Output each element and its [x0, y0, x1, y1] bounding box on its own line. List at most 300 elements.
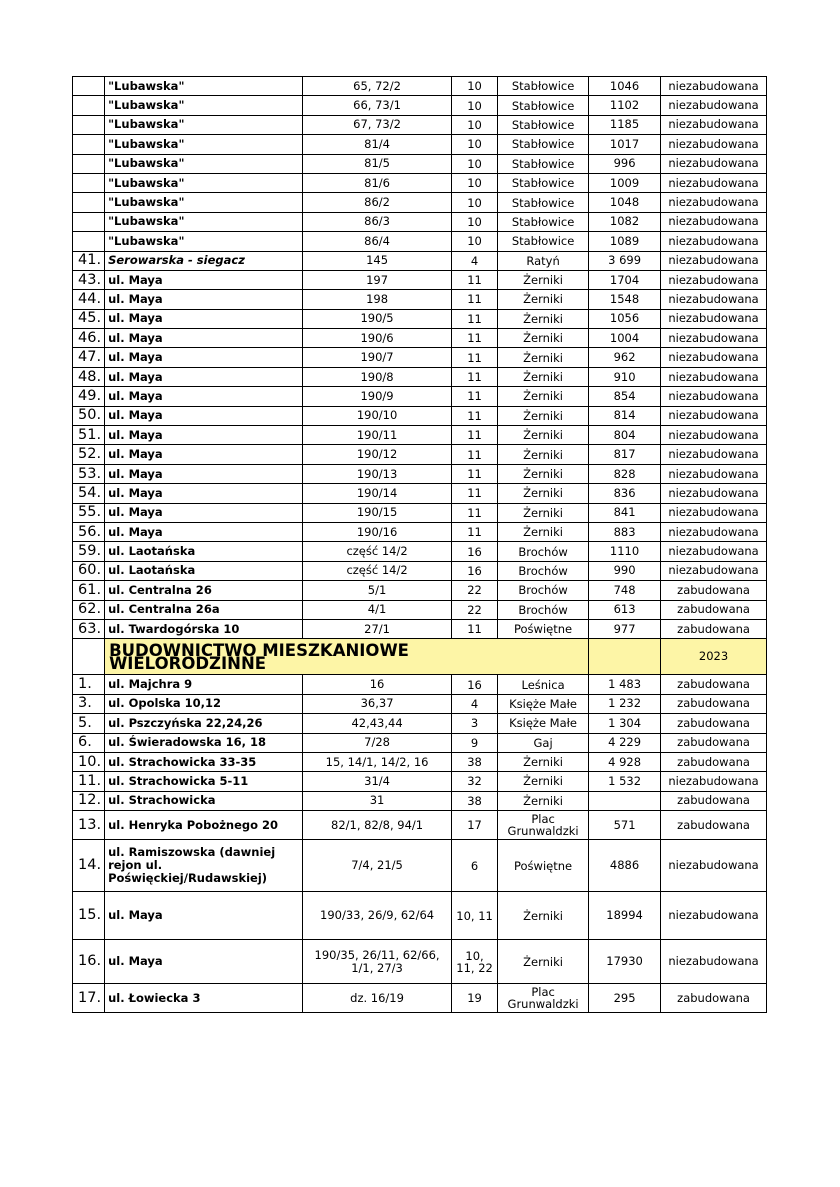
district-number: 10 — [452, 173, 498, 192]
section-b-body — [73, 675, 767, 1013]
area-name: Żerniki — [498, 892, 589, 940]
area-name: Księże Małe — [498, 714, 589, 733]
row-number: 45. — [73, 309, 105, 328]
build-status: niezabudowana — [661, 503, 767, 522]
table-row — [73, 733, 767, 752]
district-number: 9 — [452, 733, 498, 752]
plot-size: 613 — [589, 600, 661, 619]
plot-number: 15, 14/1, 14/2, 16 — [303, 752, 452, 771]
area-name: Żerniki — [498, 426, 589, 445]
street-name: "Lubawska" — [105, 173, 303, 192]
build-status: niezabudowana — [661, 772, 767, 791]
plot-size: 1704 — [589, 270, 661, 289]
plot-size: 996 — [589, 154, 661, 173]
plot-size: 1048 — [589, 193, 661, 212]
build-status: niezabudowana — [661, 173, 767, 192]
build-status: zabudowana — [661, 752, 767, 771]
build-status: niezabudowana — [661, 406, 767, 425]
area-name: Stabłowice — [498, 77, 589, 96]
build-status: niezabudowana — [661, 115, 767, 134]
plot-size: 1009 — [589, 173, 661, 192]
district-number: 22 — [452, 581, 498, 600]
district-number: 11 — [452, 522, 498, 541]
table-row — [73, 752, 767, 771]
street-name: "Lubawska" — [105, 212, 303, 231]
build-status: niezabudowana — [661, 940, 767, 984]
district-number: 6 — [452, 840, 498, 892]
row-number: 56. — [73, 522, 105, 541]
build-status: niezabudowana — [661, 840, 767, 892]
area-name: Poświętne — [498, 619, 589, 638]
table-row — [73, 290, 767, 309]
plot-number: 42,43,44 — [303, 714, 452, 733]
plot-size: 1056 — [589, 309, 661, 328]
plot-size: 4 928 — [589, 752, 661, 771]
street-name: ul. Maya — [105, 270, 303, 289]
build-status: zabudowana — [661, 694, 767, 713]
area-name: Brochów — [498, 600, 589, 619]
build-status: niezabudowana — [661, 309, 767, 328]
district-number: 10 — [452, 193, 498, 212]
area-name: Żerniki — [498, 772, 589, 791]
plot-size: 883 — [589, 522, 661, 541]
section-header — [73, 639, 767, 675]
district-number: 4 — [452, 251, 498, 270]
area-name: Żerniki — [498, 940, 589, 984]
street-name: ul. Henryka Pobożnego 20 — [105, 811, 303, 840]
row-number: 59. — [73, 542, 105, 561]
build-status: niezabudowana — [661, 290, 767, 309]
row-number: 49. — [73, 387, 105, 406]
street-name: ul. Maya — [105, 329, 303, 348]
plot-number: 190/6 — [303, 329, 452, 348]
table-row — [73, 694, 767, 713]
table-row — [73, 840, 767, 892]
table-row — [73, 193, 767, 212]
street-name: ul. Maya — [105, 464, 303, 483]
row-number — [73, 193, 105, 212]
plot-number: 190/7 — [303, 348, 452, 367]
street-name: "Lubawska" — [105, 96, 303, 115]
district-number: 10 — [452, 212, 498, 231]
district-number: 17 — [452, 811, 498, 840]
plot-number: 81/4 — [303, 135, 452, 154]
area-name: Żerniki — [498, 367, 589, 386]
table-row — [73, 772, 767, 791]
street-name: "Lubawska" — [105, 154, 303, 173]
area-name: Leśnica — [498, 675, 589, 694]
plot-size: 1 532 — [589, 772, 661, 791]
district-number: 11 — [452, 387, 498, 406]
row-number — [73, 232, 105, 251]
area-name: Ratyń — [498, 251, 589, 270]
row-number: 12. — [73, 791, 105, 810]
district-number: 38 — [452, 752, 498, 771]
street-name: ul. Pszczyńska 22,24,26 — [105, 714, 303, 733]
district-number: 10 — [452, 115, 498, 134]
area-name: Brochów — [498, 561, 589, 580]
district-number: 11 — [452, 464, 498, 483]
district-number: 16 — [452, 561, 498, 580]
plot-size: 295 — [589, 984, 661, 1013]
plot-number: 190/11 — [303, 426, 452, 445]
build-status: niezabudowana — [661, 892, 767, 940]
section-header-filler — [498, 639, 589, 675]
area-name: Stabłowice — [498, 115, 589, 134]
district-number: 11 — [452, 619, 498, 638]
district-number: 38 — [452, 791, 498, 810]
street-name: ul. Strachowicka — [105, 791, 303, 810]
row-number: 11. — [73, 772, 105, 791]
plot-number: 190/13 — [303, 464, 452, 483]
build-status: niezabudowana — [661, 484, 767, 503]
district-number: 11 — [452, 406, 498, 425]
area-name: Żerniki — [498, 348, 589, 367]
table-row — [73, 309, 767, 328]
area-name: Stabłowice — [498, 96, 589, 115]
plot-size: 1004 — [589, 329, 661, 348]
row-number: 17. — [73, 984, 105, 1013]
area-name: Żerniki — [498, 329, 589, 348]
section-header-row — [73, 639, 767, 675]
build-status: niezabudowana — [661, 348, 767, 367]
street-name: ul. Strachowicka 33-35 — [105, 752, 303, 771]
plot-size: 1185 — [589, 115, 661, 134]
plot-number: 190/5 — [303, 309, 452, 328]
plot-number: 190/35, 26/11, 62/66, 1/1, 27/3 — [303, 940, 452, 984]
row-number: 13. — [73, 811, 105, 840]
district-number: 16 — [452, 675, 498, 694]
district-number: 4 — [452, 694, 498, 713]
build-status: zabudowana — [661, 581, 767, 600]
street-name: ul. Ramiszowska (dawniej rejon ul. Poświęckiej/Rudawskiej) — [105, 840, 303, 892]
district-number: 11 — [452, 484, 498, 503]
row-number — [73, 96, 105, 115]
plot-size: 1 232 — [589, 694, 661, 713]
table-row — [73, 561, 767, 580]
district-number: 11 — [452, 445, 498, 464]
area-name: Stabłowice — [498, 135, 589, 154]
build-status: niezabudowana — [661, 212, 767, 231]
street-name: ul. Świeradowska 16, 18 — [105, 733, 303, 752]
district-number: 16 — [452, 542, 498, 561]
row-number: 44. — [73, 290, 105, 309]
area-name: Żerniki — [498, 464, 589, 483]
table-row — [73, 212, 767, 231]
street-name: ul. Maya — [105, 367, 303, 386]
plot-number: 145 — [303, 251, 452, 270]
area-name: Żerniki — [498, 270, 589, 289]
plot-size: 571 — [589, 811, 661, 840]
plot-size: 17930 — [589, 940, 661, 984]
table-row — [73, 115, 767, 134]
table-row — [73, 791, 767, 810]
table-row — [73, 503, 767, 522]
district-number: 10 — [452, 135, 498, 154]
plot-number: 190/14 — [303, 484, 452, 503]
street-name: "Lubawska" — [105, 115, 303, 134]
area-name: Plac Grunwaldzki — [498, 984, 589, 1013]
table-row — [73, 714, 767, 733]
plot-size: 804 — [589, 426, 661, 445]
row-number — [73, 77, 105, 96]
plot-size: 841 — [589, 503, 661, 522]
row-number — [73, 135, 105, 154]
row-number: 14. — [73, 840, 105, 892]
area-name: Żerniki — [498, 484, 589, 503]
plot-number: 190/33, 26/9, 62/64 — [303, 892, 452, 940]
table-row — [73, 367, 767, 386]
build-status: zabudowana — [661, 675, 767, 694]
area-name: Żerniki — [498, 445, 589, 464]
plot-size: 1082 — [589, 212, 661, 231]
street-name: ul. Twardogórska 10 — [105, 619, 303, 638]
plot-number: 197 — [303, 270, 452, 289]
plot-size: 4 229 — [589, 733, 661, 752]
row-number: 62. — [73, 600, 105, 619]
build-status: niezabudowana — [661, 464, 767, 483]
district-number: 10 — [452, 77, 498, 96]
table-row — [73, 77, 767, 96]
row-number: 47. — [73, 348, 105, 367]
build-status: zabudowana — [661, 714, 767, 733]
plot-size: 3 699 — [589, 251, 661, 270]
row-number: 6. — [73, 733, 105, 752]
build-status: niezabudowana — [661, 542, 767, 561]
street-name: ul. Opolska 10,12 — [105, 694, 303, 713]
plot-size: 854 — [589, 387, 661, 406]
street-name: Serowarska - siegacz — [105, 251, 303, 270]
area-name: Żerniki — [498, 406, 589, 425]
plot-size: 1110 — [589, 542, 661, 561]
plot-size — [589, 791, 661, 810]
row-number: 54. — [73, 484, 105, 503]
district-number: 32 — [452, 772, 498, 791]
plot-size: 1089 — [589, 232, 661, 251]
build-status: zabudowana — [661, 733, 767, 752]
table-row — [73, 232, 767, 251]
district-number: 11 — [452, 309, 498, 328]
table-row — [73, 426, 767, 445]
build-status: zabudowana — [661, 619, 767, 638]
table-row — [73, 173, 767, 192]
area-name: Stabłowice — [498, 173, 589, 192]
build-status: niezabudowana — [661, 154, 767, 173]
table-row — [73, 484, 767, 503]
table-row — [73, 445, 767, 464]
area-name: Brochów — [498, 542, 589, 561]
district-number: 11 — [452, 270, 498, 289]
plot-size: 1548 — [589, 290, 661, 309]
plot-number: 82/1, 82/8, 94/1 — [303, 811, 452, 840]
area-name: Żerniki — [498, 309, 589, 328]
street-name: ul. Centralna 26 — [105, 581, 303, 600]
plot-size: 18994 — [589, 892, 661, 940]
plot-size: 1046 — [589, 77, 661, 96]
area-name: Brochów — [498, 581, 589, 600]
area-name: Żerniki — [498, 752, 589, 771]
area-name: Żerniki — [498, 387, 589, 406]
area-name: Stabłowice — [498, 232, 589, 251]
build-status: niezabudowana — [661, 387, 767, 406]
plot-number: 36,37 — [303, 694, 452, 713]
row-number: 51. — [73, 426, 105, 445]
table-row — [73, 984, 767, 1013]
area-name: Gaj — [498, 733, 589, 752]
street-name: ul. Maya — [105, 290, 303, 309]
area-name: Księże Małe — [498, 694, 589, 713]
street-name: ul. Maya — [105, 309, 303, 328]
plot-size: 748 — [589, 581, 661, 600]
district-number: 10, 11, 22 — [452, 940, 498, 984]
street-name: ul. Maya — [105, 445, 303, 464]
plot-number: 190/15 — [303, 503, 452, 522]
street-name: ul. Centralna 26a — [105, 600, 303, 619]
table-row — [73, 96, 767, 115]
table-row — [73, 154, 767, 173]
plot-number: 190/16 — [303, 522, 452, 541]
plot-size: 1 483 — [589, 675, 661, 694]
build-status: zabudowana — [661, 984, 767, 1013]
row-number: 53. — [73, 464, 105, 483]
table-row — [73, 542, 767, 561]
district-number: 22 — [452, 600, 498, 619]
area-name: Poświętne — [498, 840, 589, 892]
street-name: "Lubawska" — [105, 135, 303, 154]
plot-number: 86/2 — [303, 193, 452, 212]
build-status: niezabudowana — [661, 135, 767, 154]
section-a-body — [73, 77, 767, 639]
street-name: "Lubawska" — [105, 77, 303, 96]
district-number: 11 — [452, 290, 498, 309]
row-number: 16. — [73, 940, 105, 984]
plot-size: 962 — [589, 348, 661, 367]
table-row — [73, 387, 767, 406]
plot-size: 4886 — [589, 840, 661, 892]
build-status: niezabudowana — [661, 77, 767, 96]
row-number: 61. — [73, 581, 105, 600]
row-number: 15. — [73, 892, 105, 940]
plot-size: 814 — [589, 406, 661, 425]
table-row — [73, 348, 767, 367]
table-row — [73, 270, 767, 289]
row-number: 52. — [73, 445, 105, 464]
street-name: ul. Maya — [105, 940, 303, 984]
row-number — [73, 212, 105, 231]
plot-number: 81/6 — [303, 173, 452, 192]
area-name: Żerniki — [498, 503, 589, 522]
plot-size: 1017 — [589, 135, 661, 154]
district-number: 10, 11 — [452, 892, 498, 940]
street-name: ul. Maya — [105, 426, 303, 445]
build-status: niezabudowana — [661, 251, 767, 270]
street-name: ul. Maya — [105, 892, 303, 940]
build-status: zabudowana — [661, 791, 767, 810]
plot-number: 5/1 — [303, 581, 452, 600]
table-row — [73, 581, 767, 600]
row-number: 1. — [73, 675, 105, 694]
district-number: 11 — [452, 367, 498, 386]
section-title: BUDOWNICTWO MIESZKANIOWE WIELORODZINNE — [105, 639, 498, 675]
row-number: 41. — [73, 251, 105, 270]
plot-number: część 14/2 — [303, 542, 452, 561]
plot-number: 27/1 — [303, 619, 452, 638]
row-number — [73, 173, 105, 192]
row-number: 55. — [73, 503, 105, 522]
build-status: niezabudowana — [661, 96, 767, 115]
build-status: niezabudowana — [661, 367, 767, 386]
property-table — [72, 76, 767, 1013]
street-name: "Lubawska" — [105, 193, 303, 212]
plot-number: 81/5 — [303, 154, 452, 173]
plot-size: 1 304 — [589, 714, 661, 733]
street-name: ul. Maya — [105, 503, 303, 522]
area-name: Stabłowice — [498, 193, 589, 212]
table-row — [73, 135, 767, 154]
build-status: zabudowana — [661, 811, 767, 840]
build-status: niezabudowana — [661, 270, 767, 289]
table-row — [73, 675, 767, 694]
build-status: niezabudowana — [661, 522, 767, 541]
district-number: 10 — [452, 232, 498, 251]
build-status: zabudowana — [661, 600, 767, 619]
street-name: ul. Laotańska — [105, 561, 303, 580]
street-name: ul. Maya — [105, 387, 303, 406]
plot-number: 190/8 — [303, 367, 452, 386]
area-name: Żerniki — [498, 791, 589, 810]
table-row — [73, 251, 767, 270]
table-row — [73, 522, 767, 541]
section-header-number-cell — [73, 639, 105, 675]
street-name: ul. Maya — [105, 484, 303, 503]
street-name: "Lubawska" — [105, 232, 303, 251]
area-name: Stabłowice — [498, 154, 589, 173]
district-number: 10 — [452, 96, 498, 115]
plot-number: dz. 16/19 — [303, 984, 452, 1013]
district-number: 11 — [452, 348, 498, 367]
district-number: 10 — [452, 154, 498, 173]
table-row — [73, 329, 767, 348]
area-name: Żerniki — [498, 522, 589, 541]
plot-number: 7/28 — [303, 733, 452, 752]
table-row — [73, 940, 767, 984]
section-header-empty-cell — [589, 639, 661, 675]
area-name: Plac Grunwaldzki — [498, 811, 589, 840]
row-number: 63. — [73, 619, 105, 638]
street-name: ul. Maya — [105, 522, 303, 541]
area-name: Stabłowice — [498, 212, 589, 231]
row-number: 43. — [73, 270, 105, 289]
table-row — [73, 811, 767, 840]
street-name: ul. Łowiecka 3 — [105, 984, 303, 1013]
plot-size: 910 — [589, 367, 661, 386]
row-number: 10. — [73, 752, 105, 771]
plot-number: 190/10 — [303, 406, 452, 425]
row-number: 5. — [73, 714, 105, 733]
row-number: 48. — [73, 367, 105, 386]
section-year: 2023 — [661, 639, 767, 675]
district-number: 19 — [452, 984, 498, 1013]
district-number: 3 — [452, 714, 498, 733]
street-name: ul. Laotańska — [105, 542, 303, 561]
plot-size: 977 — [589, 619, 661, 638]
plot-size: 836 — [589, 484, 661, 503]
build-status: niezabudowana — [661, 193, 767, 212]
plot-number: 16 — [303, 675, 452, 694]
plot-number: 31 — [303, 791, 452, 810]
plot-number: część 14/2 — [303, 561, 452, 580]
build-status: niezabudowana — [661, 561, 767, 580]
